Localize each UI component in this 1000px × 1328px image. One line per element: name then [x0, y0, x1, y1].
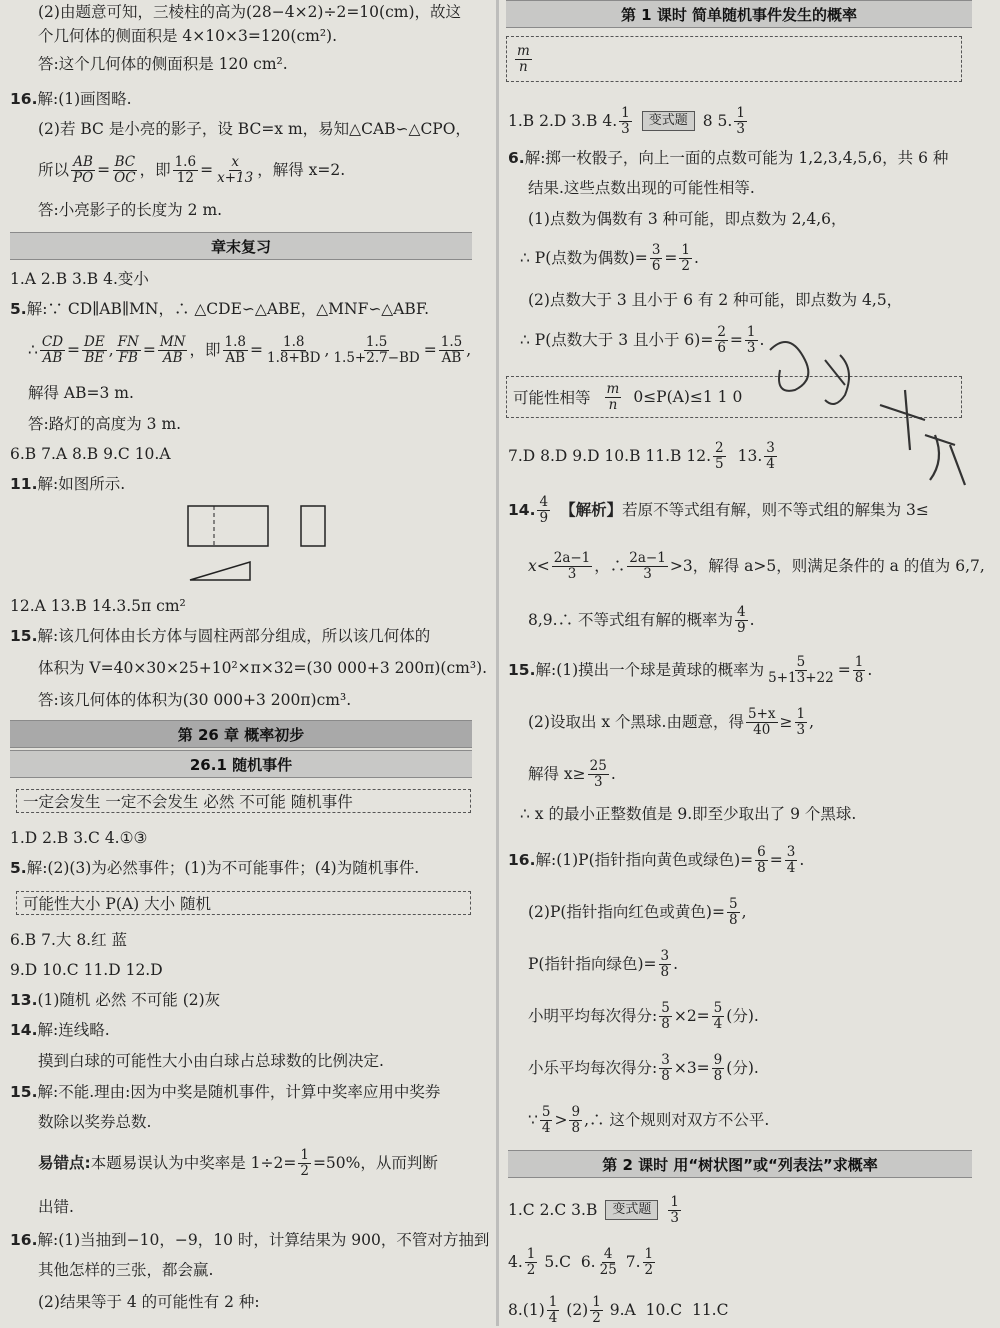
text-line: (1)点数为偶数有 3 种可能，即点数为 2,4,6，	[528, 210, 847, 228]
conclusion-line: ∵ $\frac{5}{4}$ > $\frac{9}{8}$ , ∴ 这个规则对双方不公平.	[528, 1103, 770, 1136]
proportion-line: ∴ $\frac{CD}{AB}$ = $\frac{DE}{BE}$ , $\frac{FN}{FB}$ = $\frac{MN}{AB}$ ，即 $\frac{1.8}{AB}$ = $\frac{1.8}{1.8+BD}$ , $\frac{1.5}{1.5+2.7-BD}$ = $\frac{1.5}{AB}$ ,	[28, 333, 472, 366]
text-line: 体积为 V=40×30×25+10²×π×32=(30 000+3 200π)(cm³).	[38, 659, 488, 677]
text-line: 答:小亮影子的长度为 2 m.	[38, 201, 223, 219]
text-line: 结果.这些点数出现的可能性相等.	[528, 179, 755, 197]
inequality-line: (2)设取出 x 个黑球.由题意，得 $\frac{5+x}{40}$ ≥ $\frac{1}{3}$ ,	[528, 705, 815, 738]
probability-line: 8,9.∴ 不等式组有解的概率为 $\frac{4}{9}$ .	[528, 603, 755, 636]
text-line: 摸到白球的可能性大小由白球占总球数的比例决定.	[38, 1052, 384, 1070]
answers-line: 4. $\frac{1}{2}$ 5.C 6. $\frac{4}{25}$ 7. $\frac{1}{2}$	[508, 1245, 654, 1278]
answers-line: 8.(1) $\frac{1}{4}$ (2) $\frac{1}{2}$ 9.A 10.C 11.C	[508, 1293, 729, 1326]
text-line: (2)结果等于 4 的可能性有 2 种:	[38, 1293, 260, 1311]
text-line: ∴ x 的最小正整数值是 9.即至少取出了 9 个黑球.	[520, 805, 857, 823]
answers-line: 1.D 2.B 3.C 4.①③	[10, 829, 148, 847]
text-line: 个几何体的侧面积是 4×10×3=120(cm²).	[38, 27, 338, 45]
score-line: 小乐平均每次得分: $\frac{3}{8}$ ×3= $\frac{9}{8}$ (分).	[528, 1051, 759, 1084]
question-11: 11. 解:如图所示.	[10, 475, 126, 493]
text-line: 出错.	[38, 1198, 74, 1216]
question-16: 16. 解:(1)当抽到−10，−9，10 时，计算结果为 900，不管对方抽到	[10, 1231, 490, 1249]
fill-box: 一定会发生 一定不会发生 必然 不可能 随机事件	[16, 789, 471, 813]
fill-box: 可能性相等 $\frac{m}{n}$ 0≤P(A)≤1 1 0	[506, 376, 962, 418]
answers-line: 9.D 10.C 11.D 12.D	[10, 961, 163, 979]
question-15: 15. 解:(1)摸出一个球是黄球的概率为 $\frac{5}{5+13+22}$ = $\frac{1}{8}$ .	[508, 653, 873, 686]
question-5: 5. 解:(2)(3)为必然事件；(1)为不可能事件；(4)为随机事件.	[10, 859, 420, 877]
answers-line: 6.B 7.大 8.红 蓝	[10, 931, 128, 949]
question-15: 15. 解:不能.理由:因为中奖是随机事件，计算中奖率应用中奖券	[10, 1083, 441, 1101]
question-14: 14. $\frac{4}{9}$ 【解析】 若原不等式组有解，则不等式组的解集为 3≤	[508, 493, 929, 526]
column-separator	[496, 0, 499, 1326]
section-header-chapter-review: 章末复习	[10, 232, 472, 260]
inequality-line: x< $\frac{2a-1}{3}$ ，∴ $\frac{2a-1}{3}$ >3，解得 a>5，则满足条件的 a 的值为 6,7,	[528, 549, 985, 582]
text-line: 答:这个几何体的侧面积是 120 cm².	[38, 55, 288, 73]
chapter-header: 第 26 章 概率初步	[10, 720, 472, 748]
text-line: 数除以奖券总数.	[38, 1113, 152, 1131]
probability-line: (2)P(指针指向红色或黄色)= $\frac{5}{8}$ ,	[528, 895, 747, 928]
answers-line: 12.A 13.B 14.3.5π cm²	[10, 597, 186, 615]
question-16: 16. 解:(1)P(指针指向黄色或绿色)= $\frac{6}{8}$ = $\frac{3}{4}$ .	[508, 843, 805, 876]
text-line: 答:该几何体的体积为(30 000+3 200π)cm³.	[38, 691, 352, 709]
question-6: 6. 解:掷一枚骰子，向上一面的点数可能为 1,2,3,4,5,6，共 6 种	[508, 149, 949, 167]
question-14: 14. 解:连线略.	[10, 1021, 110, 1039]
text-line: 其他怎样的三张，都会赢.	[38, 1261, 214, 1279]
text-line: (2)由题意可知，三棱柱的高为(28−4×2)÷2=10(cm)，故这	[38, 3, 462, 21]
text-line: (2)点数大于 3 且小于 6 有 2 种可能，即点数为 4,5，	[528, 291, 903, 309]
text-line: 解得 AB=3 m.	[28, 384, 134, 402]
text-line: (2)若 BC 是小亮的影子，设 BC=x m，易知△CAB∽△CPO，	[38, 120, 471, 138]
probability-line: ∴ P(点数大于 3 且小于 6)= $\frac{2}{6}$ = $\frac{1}{3}$ .	[520, 323, 765, 356]
proportion-line: 所以 $\frac{AB}{PO}$ = $\frac{BC}{OC}$ ，即 $\frac{1.6}{12}$ = $\frac{x}{x+13}$ ，解得 x=2.	[38, 153, 346, 186]
text-line: 答:路灯的高度为 3 m.	[28, 415, 182, 433]
error-note: 易错点: 本题易误认为中奖率是 1÷2= $\frac{1}{2}$ =50%，从而判断	[38, 1146, 438, 1179]
lesson-header-2: 第 2 课时 用“树状图”或“列表法”求概率	[508, 1150, 972, 1178]
three-view-figure	[170, 500, 350, 590]
fill-box: 可能性大小 P(A) 大小 随机	[16, 891, 471, 915]
answers-line: 1.C 2.C 3.B 变式题 $\frac{1}{3}$	[508, 1193, 679, 1226]
question-16: 16. 解:(1)画图略.	[10, 90, 132, 108]
solution-line: 解得 x≥ $\frac{25}{3}$ .	[528, 757, 616, 790]
section-header: 26.1 随机事件	[10, 750, 472, 778]
probability-line: P(指针指向绿色)= $\frac{3}{8}$ .	[528, 947, 679, 980]
lesson-header-1: 第 1 课时 简单随机事件发生的概率	[506, 0, 972, 28]
probability-line: ∴ P(点数为偶数)= $\frac{3}{6}$ = $\frac{1}{2}$ .	[520, 241, 699, 274]
answers-line: 1.B 2.D 3.B 4. $\frac{1}{3}$ 变式题 8 5. $\frac{1}{3}$	[508, 104, 745, 137]
answers-line: 1.A 2.B 3.B 4.变小	[10, 270, 149, 288]
answers-line: 6.B 7.A 8.B 9.C 10.A	[10, 445, 171, 463]
question-5: 5. 解:∵ CD∥AB∥MN，∴ △CDE∽△ABE，△MNF∽△ABF.	[10, 300, 430, 318]
answers-line: 7.D 8.D 9.D 10.B 11.B 12. $\frac{2}{5}$ 13. $\frac{3}{4}$	[508, 439, 775, 472]
question-13: 13. (1)随机 必然 不可能 (2)灰	[10, 991, 221, 1009]
score-line: 小明平均每次得分: $\frac{5}{8}$ ×2= $\frac{5}{4}$ (分).	[528, 999, 759, 1032]
fill-box: $\frac{m}{n}$	[506, 36, 962, 82]
question-15: 15. 解:该几何体由长方体与圆柱两部分组成，所以该几何体的	[10, 627, 431, 645]
